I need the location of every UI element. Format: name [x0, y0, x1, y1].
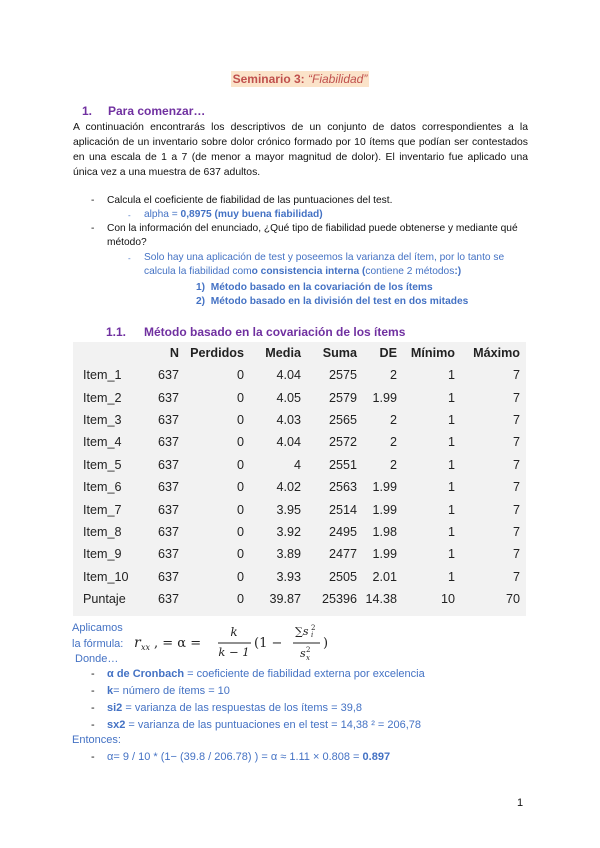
- table-cell: 1.99: [372, 502, 397, 517]
- table-cell: 2495: [328, 524, 357, 539]
- table-cell: 14.38: [365, 592, 397, 607]
- table-cell: 0: [236, 480, 244, 495]
- table-cell: 637: [157, 390, 179, 405]
- table-cell: 2: [389, 435, 397, 450]
- table-cell: 3.93: [276, 569, 301, 584]
- table-cell: 637: [157, 412, 179, 427]
- table-cell: 637: [157, 569, 179, 584]
- table-row-label: Item_1: [83, 368, 122, 383]
- table-cell: 7: [512, 390, 520, 405]
- definition-text: = varianza de las puntuaciones en el test = 14,38 ² = 206,78: [125, 719, 422, 731]
- table-cell: 2: [389, 368, 397, 383]
- definition-item: - si2 = varianza de las respuestas de los ítems = 39,8: [91, 702, 362, 714]
- table-cell: 1: [447, 502, 455, 517]
- subsection-heading: [106, 325, 405, 339]
- table-cell: 2477: [328, 547, 357, 562]
- table-cell: 1.99: [372, 390, 397, 405]
- definition-term: si2: [107, 702, 123, 714]
- table-row-label: Item_10: [83, 569, 129, 584]
- descriptives-table-container: [73, 342, 526, 616]
- formula-paren-close: ): [323, 636, 329, 651]
- table-cell: 637: [157, 502, 179, 517]
- table-row-label: Item_5: [83, 457, 122, 472]
- definition-term: k: [107, 685, 114, 697]
- table-cell: 4.03: [276, 412, 301, 427]
- sub-bullet-text-3: :): [454, 266, 462, 277]
- table-cell: 1: [447, 368, 455, 383]
- table-cell: 2: [389, 412, 397, 427]
- table-cell: 7: [512, 524, 520, 539]
- table-row-label: Item_8: [83, 524, 122, 539]
- formula-sum-num-sup: 2: [311, 624, 316, 632]
- entonces-label: Entonces:: [72, 734, 121, 746]
- table-cell: 10: [440, 592, 455, 607]
- bullet-item: - Calcula el coeficiente de fiabilidad de las puntuaciones del test.: [91, 195, 393, 206]
- formula-lead-line-1: Aplicamos: [72, 622, 123, 634]
- table-header-cell: Suma: [322, 346, 357, 360]
- table-cell: 4.04: [276, 368, 301, 383]
- table-cell: 3.95: [276, 502, 301, 517]
- formula-sum-num-sub: i: [311, 631, 314, 639]
- definition-item: - α de Cronbach = coeficiente de fiabilidad externa por excelencia: [91, 668, 425, 680]
- formula-eq: , = α =: [154, 636, 202, 651]
- section-heading: [82, 104, 205, 118]
- section-number: 1.: [82, 104, 93, 118]
- table-row: [73, 588, 526, 610]
- formula-sum-num: ∑s: [295, 625, 309, 638]
- alpha-result: 0,8975 (muy buena fiabilidad): [180, 209, 323, 220]
- table-row-label: Item_3: [83, 412, 122, 427]
- formula-sum-den: s: [300, 647, 306, 660]
- table-cell: 2575: [328, 368, 357, 383]
- table-header-cell: Perdidos: [190, 346, 244, 360]
- table-cell: 70: [505, 592, 520, 607]
- table-cell: 4.04: [276, 435, 301, 450]
- title-main: Seminario 3:: [232, 72, 305, 86]
- table-cell: 1: [447, 412, 455, 427]
- table-cell: 637: [157, 368, 179, 383]
- table-cell: 7: [512, 368, 520, 383]
- table-header-cell: [73, 342, 147, 364]
- final-calculation-text: α= 9 / 10 * (1− (39.8 / 206.78) ) = α ≈ 1.11 × 0.808 =: [107, 751, 363, 763]
- descriptives-table: [73, 342, 526, 610]
- table-cell: 637: [157, 480, 179, 495]
- table-cell: 2565: [328, 412, 357, 427]
- table-row: [73, 498, 526, 520]
- definition-text: = varianza de las respuestas de los ítems = 39,8: [122, 702, 362, 714]
- table-cell: 7: [512, 435, 520, 450]
- table-row: [73, 364, 526, 386]
- formula-k-den: k − 1: [218, 645, 250, 659]
- definition-item: - sx2 = varianza de las puntuaciones en el test = 14,38 ² = 206,78: [91, 719, 422, 731]
- table-cell: 2563: [328, 480, 357, 495]
- table-cell: 0: [236, 412, 244, 427]
- subsection-number: 1.1.: [106, 325, 127, 339]
- table-cell: 2551: [328, 457, 357, 472]
- formula-lhs-sub: xx: [141, 643, 151, 652]
- table-cell: 0: [236, 547, 244, 562]
- definition-item: - k= número de ítems = 10: [91, 685, 230, 697]
- table-cell: 4: [293, 457, 301, 472]
- table-cell: 0: [236, 435, 244, 450]
- table-cell: 7: [512, 457, 520, 472]
- table-cell: 2514: [328, 502, 357, 517]
- table-row: [73, 476, 526, 498]
- table-cell: 1: [447, 480, 455, 495]
- table-cell: 0: [236, 502, 244, 517]
- table-row: [73, 521, 526, 543]
- table-cell: 0: [236, 390, 244, 405]
- definitions-list: [91, 668, 531, 736]
- formula-lead: [72, 620, 123, 652]
- final-result: 0.897: [362, 751, 391, 763]
- table-cell: 1: [447, 524, 455, 539]
- definition-text: = número de ítems = 10: [113, 685, 230, 697]
- formula-lead-line-2: la fórmula:: [72, 638, 124, 650]
- definition-term: sx2: [107, 719, 126, 731]
- table-row: [73, 386, 526, 408]
- table-cell: 1: [447, 547, 455, 562]
- table-cell: 1: [447, 435, 455, 450]
- definition-term: α de Cronbach: [107, 668, 185, 680]
- definition-text: = coeficiente de fiabilidad externa por excelencia: [184, 668, 425, 680]
- table-header-cell: Máximo: [473, 346, 520, 360]
- formula-sum-den-sub: x: [306, 654, 310, 662]
- table-row: [73, 543, 526, 565]
- table-row-label: Item_7: [83, 502, 122, 517]
- formula-paren-open: (1 −: [254, 636, 283, 651]
- table-cell: 4.05: [276, 390, 301, 405]
- table-cell: 1: [447, 569, 455, 584]
- page-title: [0, 72, 600, 86]
- sub-bullet-item: - alpha = 0,8975 (muy buena fiabilidad): [128, 209, 323, 220]
- table-cell: 7: [512, 502, 520, 517]
- formula-lhs: r: [134, 635, 141, 651]
- subsection-title: Método basado en la covariación de los ítems: [144, 325, 406, 339]
- table-cell: 637: [157, 524, 179, 539]
- table-cell: 2579: [328, 390, 357, 405]
- table-body: [73, 364, 526, 610]
- table-cell: 2.01: [372, 569, 397, 584]
- table-cell: 1.99: [372, 547, 397, 562]
- table-cell: 7: [512, 569, 520, 584]
- table-cell: 3.89: [276, 547, 301, 562]
- table-cell: 0: [236, 457, 244, 472]
- table-row-label: Puntaje: [83, 592, 126, 607]
- formula-sum-den-sup: 2: [306, 646, 311, 654]
- table-header-cell: Media: [265, 346, 301, 360]
- table-cell: 637: [157, 547, 179, 562]
- title-sub: “Fiabilidad”: [308, 72, 368, 86]
- table-cell: 1.99: [372, 480, 397, 495]
- bullet-item: - Con la información del enunciado, ¿Qué tipo de fiabilidad puede obtenerse y mediante qué método?: [91, 222, 523, 250]
- table-cell: 2572: [328, 435, 357, 450]
- method-item-2: 2) Método basado en la división del test en dos mitades: [196, 296, 469, 307]
- table-header-cell: N: [169, 346, 179, 360]
- table-cell: 637: [157, 457, 179, 472]
- donde-label: Donde…: [75, 653, 119, 665]
- method-item-1: 1) Método basado en la covariación de los ítems: [196, 282, 433, 293]
- final-calculation: - α= 9 / 10 * (1− (39.8 / 206.78) ) = α ≈ 1.11 × 0.808 = 0.897: [91, 751, 391, 763]
- table-cell: 637: [157, 592, 179, 607]
- bullet-text: Con la información del enunciado, ¿Qué tipo de fiabilidad puede obtenerse y mediante qué método?: [107, 223, 518, 248]
- table-cell: 0: [236, 368, 244, 383]
- table-row-label: Item_6: [83, 480, 122, 495]
- sub-bullet-bold: o consistencia interna (: [251, 266, 366, 277]
- table-cell: 2505: [328, 569, 357, 584]
- table-cell: 3.92: [276, 524, 301, 539]
- table-row-label: Item_2: [83, 390, 122, 405]
- table-header-cell: DE: [379, 346, 397, 360]
- table-row-label: Item_9: [83, 547, 122, 562]
- table-header-cell: Mínimo: [410, 346, 455, 360]
- sub-bullet-text: Solo hay una aplicación de test y poseemos la varianza del ítem, por lo tanto se calcula la fiabilidad com: [144, 252, 505, 277]
- table-cell: 1: [447, 457, 455, 472]
- table-cell: 39.87: [269, 592, 301, 607]
- table-cell: 4.02: [276, 480, 301, 495]
- table-header-row: [73, 342, 526, 364]
- table-row: [73, 454, 526, 476]
- table-cell: 1: [447, 390, 455, 405]
- bullet-text: Calcula el coeficiente de fiabilidad de las puntuaciones del test.: [107, 195, 393, 206]
- table-row: [73, 409, 526, 431]
- table-row: [73, 566, 526, 588]
- sub-bullet-prefix: alpha =: [144, 209, 181, 220]
- intro-paragraph: A continuación encontrarás los descriptivos de un conjunto de datos correspondientes a la aplicación de un inventario sobre dolor crónico formado por 10 ítems que podían ser contestados en una escala de 1 a 7 (de menor a mayor magnitud de dolor). El inventario fue aplicado una única vez a una muestra de 637 adultos.: [73, 122, 528, 178]
- table-cell: 7: [512, 412, 520, 427]
- table-cell: 1.98: [372, 524, 397, 539]
- table-cell: 0: [236, 592, 244, 607]
- sub-bullet-text-2: contiene 2 métodos: [365, 266, 455, 277]
- section-title: Para comenzar…: [108, 104, 206, 118]
- table-cell: 7: [512, 547, 520, 562]
- cronbach-formula: [130, 622, 336, 664]
- table-cell: 0: [236, 524, 244, 539]
- sub-bullet-item: - Solo hay una aplicación de test y poseemos la varianza del ítem, por lo tanto se calcula la fiabilidad como consistencia interna (contiene 2 métodos:): [128, 252, 505, 277]
- table-row-label: Item_4: [83, 435, 122, 450]
- formula-graphic: [130, 622, 336, 664]
- formula-k-num: k: [230, 625, 238, 639]
- table-cell: 637: [157, 435, 179, 450]
- table-cell: 25396: [321, 592, 357, 607]
- table-cell: 2: [389, 457, 397, 472]
- page-number: 1: [517, 797, 524, 809]
- table-cell: 0: [236, 569, 244, 584]
- table-row: [73, 431, 526, 453]
- table-cell: 7: [512, 480, 520, 495]
